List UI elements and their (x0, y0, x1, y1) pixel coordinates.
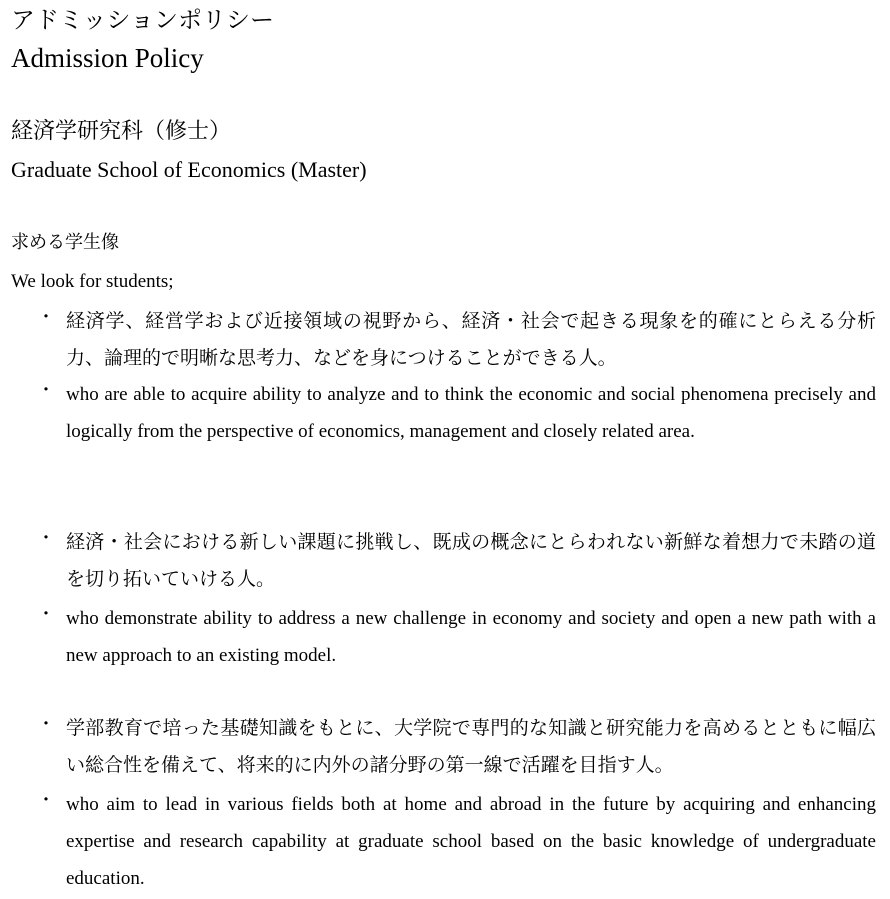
bullet-marker: ・ (37, 604, 55, 625)
bullet-marker: ・ (37, 380, 55, 401)
school-name-jp: 経済学研究科（修士） (11, 119, 232, 144)
item-text-en: who aim to lead in various fields both at home and abroad in the future by acquiring and enhancing expertise and research capability at graduate school based on the basic knowledge of undergraduate education. (66, 794, 876, 889)
bullet-marker: ・ (37, 307, 55, 328)
page-title-en: Admission Policy (11, 43, 204, 73)
section-heading-en: We look for students; (11, 271, 174, 292)
bullet-marker: ・ (37, 528, 55, 549)
bullet-marker: ・ (37, 714, 55, 735)
item-text-en: who demonstrate ability to address a new challenge in economy and society and open a new path with a new approach to an existing model. (66, 608, 876, 666)
school-name-en: Graduate School of Economics (Master) (11, 157, 367, 182)
item-text-jp: 経済・社会における新しい課題に挑戦し、既成の概念にとらわれない新鮮な着想力で未踏の道を切り拓いていける人。 (66, 531, 876, 590)
item-text-jp: 学部教育で培った基礎知識をもとに、大学院で専門的な知識と研究能力を高めるとともに幅広い総合性を備えて、将来的に内外の諸分野の第一線で活躍を目指す人。 (66, 717, 876, 776)
item-text-jp: 経済学、経営学および近接領域の視野から、経済・社会で起きる現象を的確にとらえる分析力、論理的で明晰な思考力、などを身につけることができる人。 (66, 310, 876, 369)
item-text-en: who are able to acquire ability to analyze and to think the economic and social phenomena precisely and logically from the perspective of economics, management and closely related area. (66, 384, 876, 442)
bullet-marker: ・ (37, 790, 55, 811)
page-title-jp: アドミッションポリシー (11, 6, 275, 34)
section-heading-jp: 求める学生像 (11, 232, 119, 253)
